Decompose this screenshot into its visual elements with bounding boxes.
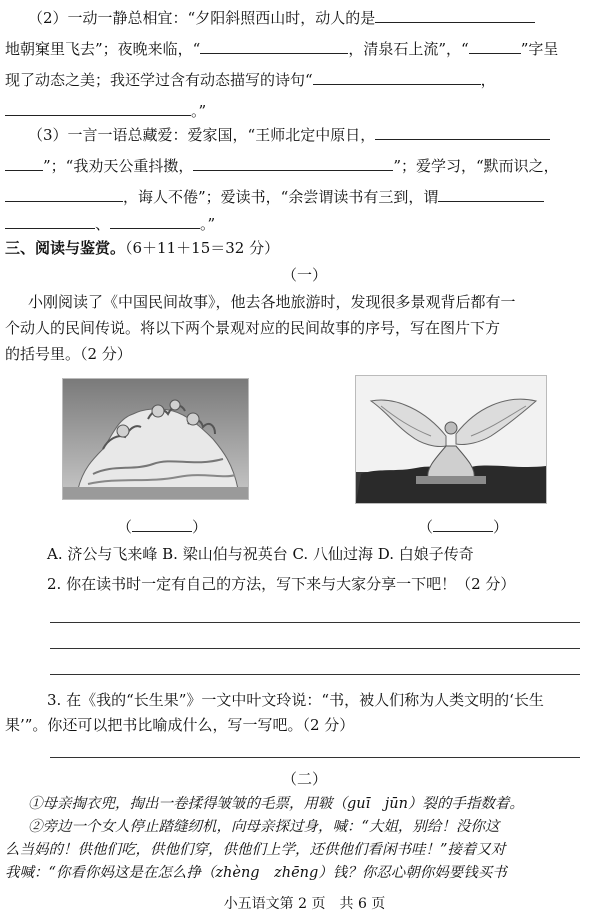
landmark-photo-eight-immortals (62, 378, 249, 500)
section3-title: 三、阅读与鉴赏。 (5, 239, 126, 257)
q3-blank-3[interactable] (193, 156, 393, 171)
paren-open: （ (117, 518, 133, 536)
part2-paragraph-2-line3: 我喊：“你看你妈这是在怎么挣（zhèng zhēng）钱？你忍心朝你妈要钱买书 (5, 865, 507, 881)
paren-open: （ (418, 518, 434, 536)
photo2-answer-blank[interactable] (433, 517, 493, 532)
q3-line3 (5, 187, 544, 207)
landmark-photo-butterfly-lovers (355, 375, 547, 504)
answer-line-2[interactable] (50, 648, 580, 649)
page-footer: 小五语文第 2 页 共 6 页 (223, 896, 386, 912)
answer-line-1[interactable] (50, 622, 580, 623)
q2-line2-text-c: ”字呈 (520, 40, 559, 58)
q2-blank-2[interactable] (200, 39, 348, 54)
q3-line4-text-a: 、 (95, 215, 111, 233)
q2-blank-5[interactable] (5, 101, 191, 116)
part1-intro-1: 小刚阅读了《中国民间故事》，他去各地旅游时，发现很多景观背后都有一 (28, 293, 516, 311)
photo1-answer-blank[interactable] (132, 517, 192, 532)
q3-blank-7[interactable] (110, 214, 200, 229)
q2-line4 (5, 101, 206, 121)
q3-blank-1[interactable] (375, 125, 550, 140)
q3-blank-4[interactable] (5, 187, 123, 202)
part2-paragraph-1: ①母亲掏衣兜，掏出一卷揉得皱皱的毛票，用皲（guī jūn）裂的手指数着。 (28, 796, 524, 812)
q2-line3-text-a: 现了动态之美；我还学过含有动态描写的诗句“ (5, 71, 313, 89)
q3-line1-text: （3）一言一语总藏爱：爱家国，“王师北定中原日， (28, 126, 376, 144)
q2-line4-end: 。” (191, 102, 207, 120)
q2-blank-1[interactable] (375, 8, 535, 23)
part1-intro-3: 的括号里。（2 分） (5, 345, 132, 363)
q2-line1-text: （2）一动一静总相宜：“夕阳斜照西山时，动人的是 (28, 9, 376, 27)
q2-blank-4[interactable] (313, 70, 481, 85)
part2-paragraph-2-line2: 么当妈的！供他们吃，供他们穿，供他们上学，还供他们看闲书哇！”接着又对 (5, 842, 506, 858)
q3-line3-text-a: ，诲人不倦”；爱读书，“余尝谓读书有三到，谓 (123, 188, 439, 206)
section3-header (5, 238, 279, 258)
q3-line4 (5, 214, 215, 234)
paren-close: ） (493, 518, 509, 536)
part1-question-3-line2: 果’”。你还可以把书比喻成什么，写一写吧。（2 分） (5, 716, 355, 734)
answer-line-4[interactable] (50, 757, 580, 758)
section3-score: （6＋11＋15＝32 分） (125, 239, 280, 257)
butterfly-sculpture-image (356, 376, 546, 503)
q2-line1 (28, 8, 535, 28)
part2-heading: （二） (281, 770, 327, 788)
q2-line2-text-a: 地朝窠里飞去”；夜晚来临，“ (5, 40, 201, 58)
paren-close: ） (192, 518, 208, 536)
part1-intro-2: 个动人的民间传说。将以下两个景观对应的民间故事的序号，写在图片下方 (5, 319, 501, 337)
part1-question-3-line1: 3. 在《我的“长生果”》一文中叶文玲说：“书，被人们称为人类文明的‘长生 (47, 691, 544, 709)
q2-line2 (5, 39, 558, 59)
q3-blank-5[interactable] (438, 187, 544, 202)
part2-paragraph-2-line1: ②旁边一个女人停止踏缝纫机，向母亲探过身，喊：“大姐，别给！没你这 (28, 819, 500, 835)
photo1-answer (117, 517, 207, 537)
part1-options: A. 济公与飞来峰 B. 梁山伯与祝英台 C. 八仙过海 D. 白娘子传奇 (47, 545, 474, 563)
part1-question-2: 2. 你在读书时一定有自己的方法，写下来与大家分享一下吧！（2 分） (47, 575, 516, 593)
photo2-answer (418, 517, 508, 537)
q3-blank-2[interactable] (5, 156, 43, 171)
answer-line-3[interactable] (50, 674, 580, 675)
q3-line2 (5, 156, 559, 176)
q2-blank-3[interactable] (469, 39, 521, 54)
q3-line1 (28, 125, 550, 145)
q3-line4-text-b: 。” (200, 215, 216, 233)
q2-line3 (5, 70, 496, 90)
sculpture-group-image (63, 379, 248, 499)
q3-blank-6[interactable] (5, 214, 95, 229)
q2-line2-text-b: ，清泉石上流”，“ (348, 40, 469, 58)
q3-line2-text-a: ”；“我劝天公重抖擞， (43, 157, 194, 175)
q3-line2-text-b: ”；爱学习，“默而识之， (393, 157, 559, 175)
part1-heading: （一） (281, 266, 327, 284)
q2-line3-text-b: ， (480, 71, 496, 89)
